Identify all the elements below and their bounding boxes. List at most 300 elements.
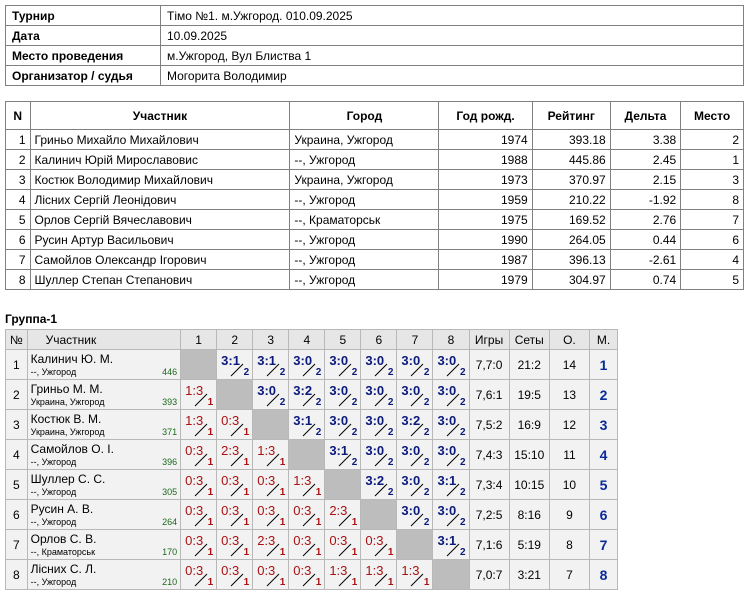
match-score: 3:0 bbox=[437, 383, 457, 398]
participant-rating: 396 bbox=[162, 457, 178, 467]
match-score: 0:3 bbox=[365, 533, 384, 548]
match-result-cell bbox=[253, 380, 289, 410]
match-result-cell bbox=[181, 410, 217, 440]
match-result-cell bbox=[217, 350, 253, 380]
player-delta: -1.92 bbox=[610, 190, 681, 210]
match-points: 1 bbox=[279, 577, 286, 588]
diagonal-cell bbox=[289, 440, 325, 470]
match-points: 2 bbox=[351, 397, 358, 408]
match-score: 0:3 bbox=[293, 503, 312, 518]
match-score: 3:0 bbox=[365, 413, 385, 428]
player-city: --, Ужгород bbox=[290, 150, 439, 170]
match-result-cell bbox=[253, 560, 289, 590]
match-score: 3:2 bbox=[293, 383, 313, 398]
sets: 19:5 bbox=[509, 380, 549, 410]
participant-name: Гриньо М. М. bbox=[30, 382, 103, 396]
match-score: 0:3 bbox=[257, 473, 276, 488]
player-city: --, Ужгород bbox=[290, 190, 439, 210]
participant-city: --, Краматорськ bbox=[30, 547, 96, 557]
participant-rating: 446 bbox=[162, 367, 178, 377]
player-city: --, Ужгород bbox=[290, 270, 439, 290]
player-name: Калинич Юрій Мирославовис bbox=[30, 150, 290, 170]
players-table bbox=[5, 101, 744, 290]
table-row bbox=[6, 250, 744, 270]
match-score: 3:0 bbox=[437, 443, 457, 458]
points: 11 bbox=[549, 440, 589, 470]
match-points: 1 bbox=[279, 457, 286, 468]
table-row bbox=[6, 500, 618, 530]
player-delta: -2.61 bbox=[610, 250, 681, 270]
participant-name: Самойлов О. І. bbox=[30, 442, 114, 456]
player-n: 8 bbox=[6, 270, 31, 290]
info-value: 10.09.2025 bbox=[161, 26, 744, 46]
info-row bbox=[6, 66, 744, 86]
match-score: 3:0 bbox=[437, 503, 457, 518]
match-score: 3:1 bbox=[293, 413, 313, 428]
grid-header-num: № bbox=[6, 330, 28, 350]
grid-header-name: Участник bbox=[27, 330, 181, 350]
match-result-cell bbox=[289, 470, 325, 500]
participant-city: --, Ужгород bbox=[30, 487, 77, 497]
match-score: 3:0 bbox=[365, 383, 385, 398]
sets: 15:10 bbox=[509, 440, 549, 470]
grid-header-col: 8 bbox=[433, 330, 469, 350]
match-score: 0:3 bbox=[185, 563, 204, 578]
player-place: 3 bbox=[681, 170, 744, 190]
place: 5 bbox=[590, 470, 618, 500]
match-result-cell bbox=[217, 410, 253, 440]
row-number: 1 bbox=[6, 350, 28, 380]
players-header: Дельта bbox=[610, 102, 681, 130]
match-score: 0:3 bbox=[221, 503, 240, 518]
match-points: 2 bbox=[423, 397, 430, 408]
match-result-cell bbox=[325, 350, 361, 380]
match-points: 2 bbox=[387, 397, 394, 408]
place: 3 bbox=[590, 410, 618, 440]
player-name: Самойлов Олександр Ігорович bbox=[30, 250, 290, 270]
match-points: 1 bbox=[351, 547, 358, 558]
match-points: 1 bbox=[387, 577, 394, 588]
match-points: 1 bbox=[207, 517, 214, 528]
participant-city: --, Ужгород bbox=[30, 367, 77, 377]
match-result-cell bbox=[217, 470, 253, 500]
match-score: 2:3 bbox=[329, 503, 348, 518]
match-points: 1 bbox=[315, 547, 322, 558]
match-score: 2:3 bbox=[257, 533, 276, 548]
match-score: 3:0 bbox=[437, 353, 457, 368]
match-score: 3:0 bbox=[329, 353, 349, 368]
diagonal-cell bbox=[325, 470, 361, 500]
player-year: 1959 bbox=[439, 190, 532, 210]
player-city: --, Ужгород bbox=[290, 230, 439, 250]
sets: 16:9 bbox=[509, 410, 549, 440]
players-header: Город bbox=[290, 102, 439, 130]
player-name: Шуллер Степан Степанович bbox=[30, 270, 290, 290]
match-points: 2 bbox=[279, 397, 286, 408]
player-rating: 304.97 bbox=[532, 270, 610, 290]
match-score: 0:3 bbox=[221, 413, 240, 428]
participant-cell bbox=[27, 350, 181, 380]
player-rating: 210.22 bbox=[532, 190, 610, 210]
player-city: --, Краматорськ bbox=[290, 210, 439, 230]
match-score: 1:3 bbox=[365, 563, 384, 578]
participant-cell bbox=[27, 500, 181, 530]
match-points: 2 bbox=[351, 457, 358, 468]
match-points: 2 bbox=[459, 367, 466, 378]
match-points: 2 bbox=[243, 367, 250, 378]
match-result-cell bbox=[397, 440, 433, 470]
match-result-cell bbox=[325, 380, 361, 410]
participant-cell bbox=[27, 380, 181, 410]
player-delta: 0.74 bbox=[610, 270, 681, 290]
match-result-cell bbox=[397, 470, 433, 500]
participant-name: Лісних С. Л. bbox=[30, 562, 97, 576]
info-value: Тімо №1. м.Ужгород. 010.09.2025 bbox=[161, 6, 744, 26]
player-n: 4 bbox=[6, 190, 31, 210]
match-points: 2 bbox=[387, 487, 394, 498]
players-header: Рейтинг bbox=[532, 102, 610, 130]
match-points: 2 bbox=[279, 367, 286, 378]
match-result-cell bbox=[289, 380, 325, 410]
table-row bbox=[6, 170, 744, 190]
diagonal-cell bbox=[253, 410, 289, 440]
match-result-cell bbox=[289, 410, 325, 440]
match-points: 1 bbox=[243, 517, 250, 528]
match-points: 1 bbox=[207, 457, 214, 468]
participant-city: --, Ужгород bbox=[30, 517, 77, 527]
match-score: 0:3 bbox=[221, 533, 240, 548]
match-result-cell bbox=[253, 440, 289, 470]
match-points: 1 bbox=[207, 577, 214, 588]
table-row bbox=[6, 230, 744, 250]
match-points: 1 bbox=[315, 487, 322, 498]
match-result-cell bbox=[361, 560, 397, 590]
match-points: 1 bbox=[243, 577, 250, 588]
match-result-cell bbox=[361, 530, 397, 560]
info-value: м.Ужгород, Вул Блиства 1 bbox=[161, 46, 744, 66]
match-points: 2 bbox=[459, 427, 466, 438]
match-points: 2 bbox=[315, 397, 322, 408]
games: 7,4:3 bbox=[469, 440, 509, 470]
match-result-cell bbox=[397, 350, 433, 380]
info-row bbox=[6, 46, 744, 66]
participant-cell bbox=[27, 560, 181, 590]
match-score: 0:3 bbox=[257, 503, 276, 518]
match-score: 0:3 bbox=[185, 473, 204, 488]
match-result-cell bbox=[361, 410, 397, 440]
match-result-cell bbox=[181, 560, 217, 590]
match-points: 1 bbox=[315, 517, 322, 528]
participant-name: Калинич Ю. М. bbox=[30, 352, 114, 366]
match-points: 1 bbox=[243, 487, 250, 498]
info-label: Дата bbox=[6, 26, 161, 46]
table-row bbox=[6, 150, 744, 170]
player-delta: 2.15 bbox=[610, 170, 681, 190]
match-points: 1 bbox=[207, 547, 214, 558]
match-score: 3:0 bbox=[401, 383, 421, 398]
player-name: Костюк Володимир Михайлович bbox=[30, 170, 290, 190]
sets: 8:16 bbox=[509, 500, 549, 530]
player-year: 1975 bbox=[439, 210, 532, 230]
match-result-cell bbox=[289, 350, 325, 380]
points: 13 bbox=[549, 380, 589, 410]
match-points: 2 bbox=[459, 547, 466, 558]
participant-cell bbox=[27, 410, 181, 440]
place: 7 bbox=[590, 530, 618, 560]
match-result-cell bbox=[217, 500, 253, 530]
grid-header-col: 4 bbox=[289, 330, 325, 350]
match-result-cell bbox=[289, 560, 325, 590]
games: 7,1:6 bbox=[469, 530, 509, 560]
player-n: 7 bbox=[6, 250, 31, 270]
row-number: 5 bbox=[6, 470, 28, 500]
players-header: Участник bbox=[30, 102, 290, 130]
row-number: 2 bbox=[6, 380, 28, 410]
match-points: 2 bbox=[387, 457, 394, 468]
player-name: Орлов Сергій Вячеславович bbox=[30, 210, 290, 230]
participant-rating: 305 bbox=[162, 487, 178, 497]
match-result-cell bbox=[253, 530, 289, 560]
match-result-cell bbox=[433, 470, 469, 500]
match-points: 1 bbox=[243, 547, 250, 558]
match-score: 1:3 bbox=[185, 383, 204, 398]
match-points: 2 bbox=[423, 427, 430, 438]
match-result-cell bbox=[397, 410, 433, 440]
match-result-cell bbox=[361, 380, 397, 410]
grid-header-sets: Сеты bbox=[509, 330, 549, 350]
sets: 21:2 bbox=[509, 350, 549, 380]
place: 6 bbox=[590, 500, 618, 530]
table-row bbox=[6, 440, 618, 470]
match-result-cell bbox=[253, 500, 289, 530]
match-score: 0:3 bbox=[185, 443, 204, 458]
player-delta: 2.45 bbox=[610, 150, 681, 170]
match-score: 3:0 bbox=[257, 383, 277, 398]
players-header: Год рожд. bbox=[439, 102, 532, 130]
match-score: 3:1 bbox=[437, 473, 457, 488]
match-points: 1 bbox=[207, 487, 214, 498]
points: 14 bbox=[549, 350, 589, 380]
player-rating: 370.97 bbox=[532, 170, 610, 190]
diagonal-cell bbox=[433, 560, 469, 590]
match-score: 3:0 bbox=[365, 353, 385, 368]
match-result-cell bbox=[181, 530, 217, 560]
participant-rating: 210 bbox=[162, 577, 178, 587]
match-points: 2 bbox=[459, 517, 466, 528]
match-score: 3:0 bbox=[437, 413, 457, 428]
table-row bbox=[6, 210, 744, 230]
match-score: 3:0 bbox=[401, 473, 421, 488]
match-score: 0:3 bbox=[329, 533, 348, 548]
player-n: 5 bbox=[6, 210, 31, 230]
match-points: 1 bbox=[279, 517, 286, 528]
match-result-cell bbox=[325, 530, 361, 560]
match-points: 2 bbox=[351, 427, 358, 438]
match-points: 2 bbox=[423, 367, 430, 378]
match-points: 2 bbox=[423, 487, 430, 498]
match-score: 3:1 bbox=[257, 353, 277, 368]
place: 2 bbox=[590, 380, 618, 410]
participant-rating: 371 bbox=[162, 427, 178, 437]
match-result-cell bbox=[181, 500, 217, 530]
match-result-cell bbox=[433, 350, 469, 380]
games: 7,2:5 bbox=[469, 500, 509, 530]
participant-city: Украина, Ужгород bbox=[30, 397, 105, 407]
match-result-cell bbox=[325, 410, 361, 440]
match-result-cell bbox=[361, 470, 397, 500]
match-score: 3:0 bbox=[329, 413, 349, 428]
info-label: Турнир bbox=[6, 6, 161, 26]
participant-rating: 393 bbox=[162, 397, 178, 407]
games: 7,7:0 bbox=[469, 350, 509, 380]
match-result-cell bbox=[181, 440, 217, 470]
match-points: 2 bbox=[387, 427, 394, 438]
player-place: 8 bbox=[681, 190, 744, 210]
player-city: --, Ужгород bbox=[290, 250, 439, 270]
place: 1 bbox=[590, 350, 618, 380]
points: 8 bbox=[549, 530, 589, 560]
player-year: 1990 bbox=[439, 230, 532, 250]
match-score: 0:3 bbox=[185, 503, 204, 518]
sets: 10:15 bbox=[509, 470, 549, 500]
table-row bbox=[6, 190, 744, 210]
place: 4 bbox=[590, 440, 618, 470]
table-row bbox=[6, 560, 618, 590]
player-year: 1973 bbox=[439, 170, 532, 190]
match-points: 2 bbox=[351, 367, 358, 378]
participant-name: Шуллер С. С. bbox=[30, 472, 106, 486]
place: 8 bbox=[590, 560, 618, 590]
grid-header-col: 2 bbox=[217, 330, 253, 350]
diagonal-cell bbox=[397, 530, 433, 560]
player-city: Украина, Ужгород bbox=[290, 170, 439, 190]
table-row bbox=[6, 470, 618, 500]
sets: 3:21 bbox=[509, 560, 549, 590]
match-points: 2 bbox=[423, 457, 430, 468]
player-city: Украина, Ужгород bbox=[290, 130, 439, 150]
player-year: 1987 bbox=[439, 250, 532, 270]
match-result-cell bbox=[397, 500, 433, 530]
match-points: 2 bbox=[459, 397, 466, 408]
player-n: 2 bbox=[6, 150, 31, 170]
match-score: 3:2 bbox=[401, 413, 421, 428]
grid-header-col: 3 bbox=[253, 330, 289, 350]
match-result-cell bbox=[181, 380, 217, 410]
match-score: 0:3 bbox=[221, 563, 240, 578]
player-delta: 3.38 bbox=[610, 130, 681, 150]
info-row bbox=[6, 6, 744, 26]
sets: 5:19 bbox=[509, 530, 549, 560]
match-points: 2 bbox=[459, 487, 466, 498]
grid-header-points: О. bbox=[549, 330, 589, 350]
player-name: Русин Артур Васильович bbox=[30, 230, 290, 250]
match-score: 0:3 bbox=[221, 473, 240, 488]
points: 10 bbox=[549, 470, 589, 500]
match-score: 0:3 bbox=[293, 563, 312, 578]
match-result-cell bbox=[361, 350, 397, 380]
info-value: Могорита Володимир bbox=[161, 66, 744, 86]
match-result-cell bbox=[433, 380, 469, 410]
participant-city: --, Ужгород bbox=[30, 457, 77, 467]
match-score: 3:0 bbox=[293, 353, 313, 368]
grid-header-games: Игры bbox=[469, 330, 509, 350]
diagonal-cell bbox=[217, 380, 253, 410]
diagonal-cell bbox=[361, 500, 397, 530]
row-number: 6 bbox=[6, 500, 28, 530]
info-label: Место проведения bbox=[6, 46, 161, 66]
match-result-cell bbox=[433, 530, 469, 560]
match-score: 0:3 bbox=[257, 563, 276, 578]
match-score: 3:0 bbox=[401, 443, 421, 458]
grid-header-col: 1 bbox=[181, 330, 217, 350]
match-result-cell bbox=[289, 530, 325, 560]
match-score: 3:0 bbox=[365, 443, 385, 458]
player-rating: 169.52 bbox=[532, 210, 610, 230]
points: 12 bbox=[549, 410, 589, 440]
match-points: 1 bbox=[315, 577, 322, 588]
match-score: 3:1 bbox=[437, 533, 457, 548]
participant-rating: 170 bbox=[162, 547, 178, 557]
row-number: 7 bbox=[6, 530, 28, 560]
table-row bbox=[6, 410, 618, 440]
player-n: 3 bbox=[6, 170, 31, 190]
match-score: 3:0 bbox=[401, 353, 421, 368]
player-year: 1974 bbox=[439, 130, 532, 150]
participant-city: Украина, Ужгород bbox=[30, 427, 105, 437]
match-points: 1 bbox=[243, 427, 250, 438]
match-score: 2:3 bbox=[221, 443, 240, 458]
match-points: 1 bbox=[279, 547, 286, 558]
match-points: 1 bbox=[387, 547, 394, 558]
match-points: 1 bbox=[243, 457, 250, 468]
table-row bbox=[6, 270, 744, 290]
match-score: 1:3 bbox=[185, 413, 204, 428]
match-points: 2 bbox=[459, 457, 466, 468]
points: 7 bbox=[549, 560, 589, 590]
participant-rating: 264 bbox=[162, 517, 178, 527]
player-place: 7 bbox=[681, 210, 744, 230]
match-result-cell bbox=[253, 470, 289, 500]
player-rating: 393.18 bbox=[532, 130, 610, 150]
participant-cell bbox=[27, 470, 181, 500]
players-header: N bbox=[6, 102, 31, 130]
grid-header-col: 6 bbox=[361, 330, 397, 350]
info-label: Организатор / судья bbox=[6, 66, 161, 86]
player-place: 2 bbox=[681, 130, 744, 150]
row-number: 3 bbox=[6, 410, 28, 440]
player-rating: 396.13 bbox=[532, 250, 610, 270]
player-delta: 2.76 bbox=[610, 210, 681, 230]
match-points: 1 bbox=[279, 487, 286, 498]
match-result-cell bbox=[181, 470, 217, 500]
grid-header-place: М. bbox=[590, 330, 618, 350]
match-result-cell bbox=[217, 440, 253, 470]
match-points: 2 bbox=[315, 367, 322, 378]
match-points: 1 bbox=[207, 397, 214, 408]
games: 7,6:1 bbox=[469, 380, 509, 410]
match-result-cell bbox=[433, 440, 469, 470]
participant-name: Орлов С. В. bbox=[30, 532, 97, 546]
player-year: 1988 bbox=[439, 150, 532, 170]
match-points: 2 bbox=[387, 367, 394, 378]
grid-header-col: 7 bbox=[397, 330, 433, 350]
match-result-cell bbox=[361, 440, 397, 470]
match-score: 1:3 bbox=[329, 563, 348, 578]
match-score: 3:1 bbox=[329, 443, 349, 458]
player-place: 5 bbox=[681, 270, 744, 290]
match-score: 0:3 bbox=[293, 533, 312, 548]
participant-city: --, Ужгород bbox=[30, 577, 77, 587]
